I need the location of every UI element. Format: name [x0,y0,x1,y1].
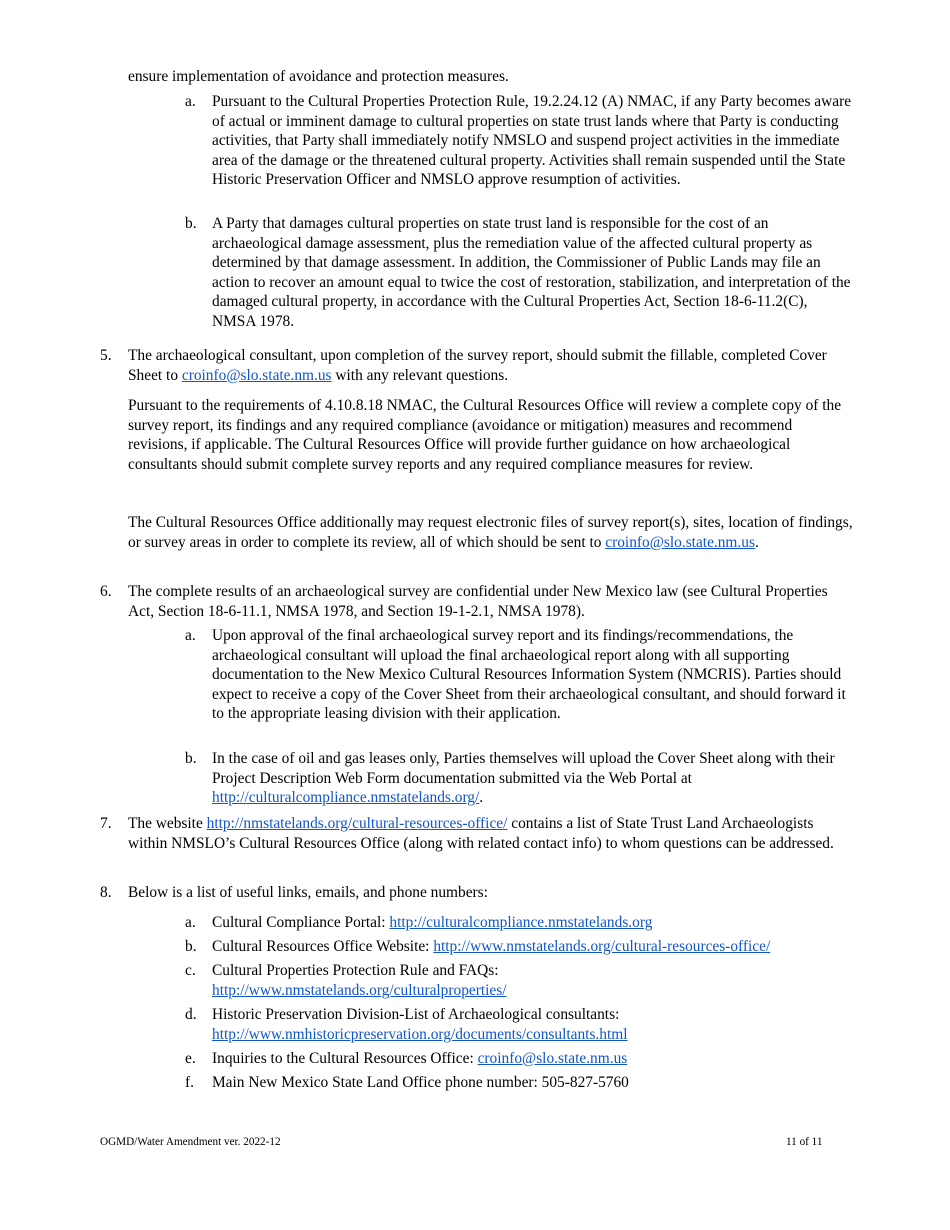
item6-sub-a: Upon approval of the final archaeological survey report and its findings/recommendations, the archaeological consultant will upload the final archaeological report along with all supporting documentation to the New Mexico Cultural Resources Information System (NMCRIS). Parties should expect to receive a copy of the Cover Sheet from their archaeological consultant, and should forward it to the appropriate leasing division with their application. [212,627,846,723]
list-letter: a. [185,627,196,644]
list-letter: d. [185,1006,197,1023]
continuation-text: ensure implementation of avoidance and protection measures. [128,68,509,85]
list-letter: b. [185,215,197,232]
cultural-properties-link[interactable]: http://www.nmstatelands.org/culturalproperties/ [212,981,507,999]
email-link[interactable]: croinfo@slo.state.nm.us [181,366,332,384]
link-item-e: Inquiries to the Cultural Resources Office: croinfo@slo.state.nm.us [212,1050,628,1067]
link-item-b: Cultural Resources Office Website: http://www.nmstatelands.org/cultural-resources-office/ [212,938,771,955]
footer-page-number: 11 of 11 [786,1136,823,1148]
consultants-link[interactable]: http://www.nmhistoricpreservation.org/documents/consultants.html [212,1025,628,1043]
list-letter: f. [185,1074,194,1091]
website-link[interactable]: http://nmstatelands.org/cultural-resources-office/ [206,815,508,832]
footer-version: OGMD/Water Amendment ver. 2022-12 [100,1136,281,1148]
list-letter: a. [185,93,196,110]
list-letter: c. [185,962,196,979]
item4-sub-b: A Party that damages cultural properties on state trust land is responsible for the cost of an archaeological damage assessment, plus the remediation value of the affected cultural property as determined by that damage assessment. In addition, the Commissioner of Public Lands may file an action to recover an amount equal to twice the cost of restoration, stabilization, and interpretation of the damaged cultural property, in accordance with the Cultural Properties Act, Section 18-6-11.2(C), NMSA 1978. [212,215,851,330]
link-item-f: Main New Mexico State Land Office phone number: 505-827-5760 [212,1074,629,1091]
item5-para1: Pursuant to the requirements of 4.10.8.18 NMAC, the Cultural Resources Office will review a complete copy of the survey report, its findings and any required compliance (avoidance or mitigation) measures and recommend revisions, if applicable. The Cultural Resources Office will provide further guidance on how archaeological consultants should submit complete survey reports and any required compliance measures for review. [128,397,842,473]
list-letter: a. [185,914,196,931]
link-item-d: Historic Preservation Division-List of Archaeological consultants: http://www.nmhistoricpreservation.org/documents/consultants.html [212,1006,628,1043]
cro-website-link[interactable]: http://www.nmstatelands.org/cultural-resources-office/ [433,938,771,955]
list-letter: e. [185,1050,196,1067]
item-number: 7. [100,815,112,832]
email-link[interactable]: croinfo@slo.state.nm.us [605,533,755,551]
compliance-portal-link[interactable]: http://culturalcompliance.nmstatelands.org [389,914,653,931]
email-link[interactable]: croinfo@slo.state.nm.us [477,1050,628,1067]
item-number: 5. [100,347,112,364]
item-number: 8. [100,884,112,901]
link-item-a: Cultural Compliance Portal: http://culturalcompliance.nmstatelands.org [212,914,653,931]
list-letter: b. [185,938,197,955]
item4-sub-a: Pursuant to the Cultural Properties Protection Rule, 19.2.24.12 (A) NMAC, if any Party becomes aware of actual or imminent damage to cultural properties on state trust lands where that Party is conducting activities, that Party shall immediately notify NMSLO and suspend project activities in the immediate area of the damage or the threatened cultural property. Activities shall remain suspended until the State Historic Preservation Officer and NMSLO approve resumption of activities. [212,93,852,189]
item7-text: The website http://nmstatelands.org/cultural-resources-office/ contains a list of State Trust Land Archaeologists within NMSLO’s Cultural Resources Office (along with related contact info) to whom questions can be addressed. [128,815,834,852]
item-number: 6. [100,583,112,600]
link-item-c: Cultural Properties Protection Rule and FAQs: http://www.nmstatelands.org/culturalproperties/ [212,962,507,999]
item6-text: The complete results of an archaeological survey are confidential under New Mexico law (see Cultural Properties Act, Section 18-6-11.1, NMSA 1978, and Section 19-1-2.1, NMSA 1978). [128,583,828,620]
item5-para2: The Cultural Resources Office additionally may request electronic files of survey report(s), sites, location of findings, or survey areas in order to complete its review, all of which should be sent to croinfo@slo.state.nm.us. [128,514,853,551]
portal-link[interactable]: http://culturalcompliance.nmstatelands.org/ [212,789,480,807]
list-letter: b. [185,750,197,767]
item6-sub-b: In the case of oil and gas leases only, Parties themselves will upload the Cover Sheet along with their Project Description Web Form documentation submitted via the Web Portal at http://culturalcompliance.nmstatelands.org/. [212,750,835,807]
item8-text: Below is a list of useful links, emails, and phone numbers: [128,884,488,901]
item5-text: The archaeological consultant, upon completion of the survey report, should submit the fillable, completed Cover Sheet to croinfo@slo.state.nm.us with any relevant questions. [128,347,827,384]
